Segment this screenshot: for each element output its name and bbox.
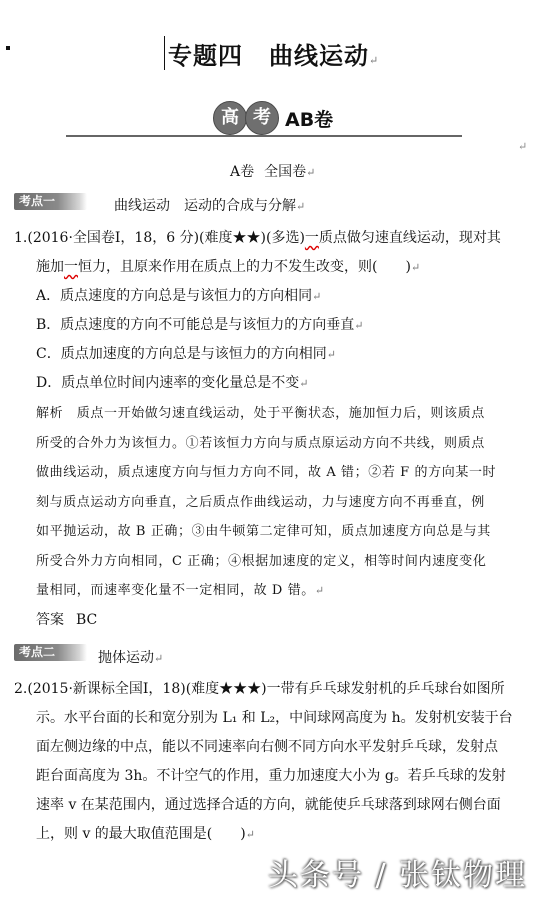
badge-ab-label: AB卷 — [285, 108, 334, 131]
q1-option-b — [36, 315, 364, 336]
kaodian-1-topic — [114, 196, 305, 217]
kaodian-2-tag: 考点二 — [14, 644, 87, 661]
section-label-2: 全国卷 — [264, 164, 307, 180]
q1-stem-d: 施加 — [36, 259, 64, 275]
paragraph-mark-corner: ↵ — [518, 140, 528, 153]
option-text: A．质点速度的方向总是与该恒力的方向相同 — [36, 288, 313, 304]
list-bullet — [6, 46, 10, 50]
page-title — [168, 36, 379, 71]
paragraph-mark: ↵ — [410, 261, 421, 274]
q1-analysis-4: 刻与质点运动方向垂直，之后质点作曲线运动，力与速度方向不再垂直，例 — [36, 495, 485, 510]
q1-line-1 — [14, 228, 501, 248]
option-text: D．质点单位时间内速率的变化量总是不变 — [36, 375, 300, 391]
q1-option-d — [36, 373, 308, 394]
paragraph-mark: ↵ — [299, 377, 309, 390]
answer-label: 答案 — [36, 612, 64, 628]
kaodian-2-topic — [98, 648, 163, 669]
section-label: A卷 — [230, 164, 255, 180]
q2-line-4: 距台面高度为 3h。不计空气的作用，重力加速度大小为 g。若乒乓球的发射 — [36, 768, 506, 784]
title-part-b: 曲线运动 — [269, 41, 369, 70]
q1-line-2 — [36, 257, 420, 278]
q1-analysis-6: 所受合外力方向相同，C 正确；④根据加速度的定义，相等时间内速度变化 — [36, 554, 487, 569]
banner-divider — [66, 135, 462, 137]
q1-stem-f: 恒力，且原来作用在质点上的力不发生改变，则( ) — [78, 259, 411, 275]
badge-gao: 高 — [213, 101, 247, 135]
answer-value: BC — [76, 612, 98, 628]
q2-text: 上，则 v 的最大取值范围是( ) — [36, 826, 246, 842]
exam-banner — [213, 101, 333, 135]
kaodian-1-tag: 考点一 — [14, 193, 87, 210]
paragraph-mark: ↵ — [296, 200, 306, 213]
analysis-text: 量相同，而速率变化量不一定相同，故 D 错。 — [36, 583, 315, 598]
paragraph-mark: ↵ — [369, 54, 380, 67]
q2-line-1: 2.(2015·新课标全国Ⅰ，18)(难度★★★)一带有乒乓球发射机的乒乓球台如图所 — [14, 681, 505, 697]
q1-analysis-1: 解析 质点一开始做匀速直线运动，处于平衡状态，施加恒力后，则该质点 — [36, 406, 485, 421]
q2-line-5: 速率 v 在某范围内，通过选择合适的方向，就能使乒乓球落到球网右侧台面 — [36, 797, 501, 813]
title-part-a: 专题四 — [168, 41, 243, 70]
paragraph-mark: ↵ — [154, 652, 164, 665]
q1-option-c — [36, 344, 336, 365]
paragraph-mark: ↵ — [306, 166, 316, 179]
option-text: B．质点速度的方向不可能总是与该恒力的方向垂直 — [36, 317, 355, 333]
section-heading — [230, 161, 315, 181]
paragraph-mark: ↵ — [245, 828, 255, 841]
q2-line-2: 示。水平台面的长和宽分别为 L₁ 和 L₂，中间球网高度为 h。发射机安装于台 — [36, 710, 513, 726]
q1-analysis-3: 做曲线运动，质点速度方向与恒力方向不同，故 A 错；②若 F 的方向某一时 — [36, 465, 497, 480]
q1-stem-c: 质点做匀速直线运动，现对其 — [318, 230, 501, 246]
paragraph-mark: ↵ — [312, 290, 322, 303]
paragraph-mark: ↵ — [314, 584, 325, 597]
q1-option-a — [36, 286, 321, 307]
watermark: 头条号 / 张钛物理 — [268, 858, 528, 893]
topic-text: 抛体运动 — [98, 650, 154, 666]
paragraph-mark: ↵ — [354, 319, 364, 332]
text-cursor — [164, 36, 165, 70]
q1-analysis-7 — [36, 581, 325, 601]
badge-kao: 考 — [245, 101, 279, 135]
q1-answer — [36, 610, 97, 630]
q1-stem-e: 一 — [64, 259, 78, 275]
q1-analysis-2: 所受的合外力为该恒力。①若该恒力方向与质点原运动方向不共线，则质点 — [36, 436, 485, 451]
q1-analysis-5: 如平抛运动，故 B 正确；③由牛顿第二定律可知，质点加速度方向总是与其 — [36, 524, 491, 539]
option-text: C．质点加速度的方向总是与该恒力的方向相同 — [36, 346, 327, 362]
q2-line-3: 面左侧边缘的中点，能以不同速率向右侧不同方向水平发射乒乓球，发射点 — [36, 739, 498, 755]
paragraph-mark: ↵ — [326, 348, 336, 361]
q1-stem-b: 一 — [304, 230, 319, 246]
q2-line-6 — [36, 824, 255, 845]
q1-stem-a: 1.(2016·全国卷Ⅰ，18，6 分)(难度★★)(多选) — [14, 230, 305, 246]
topic-text: 曲线运动 运动的合成与分解 — [114, 198, 296, 214]
